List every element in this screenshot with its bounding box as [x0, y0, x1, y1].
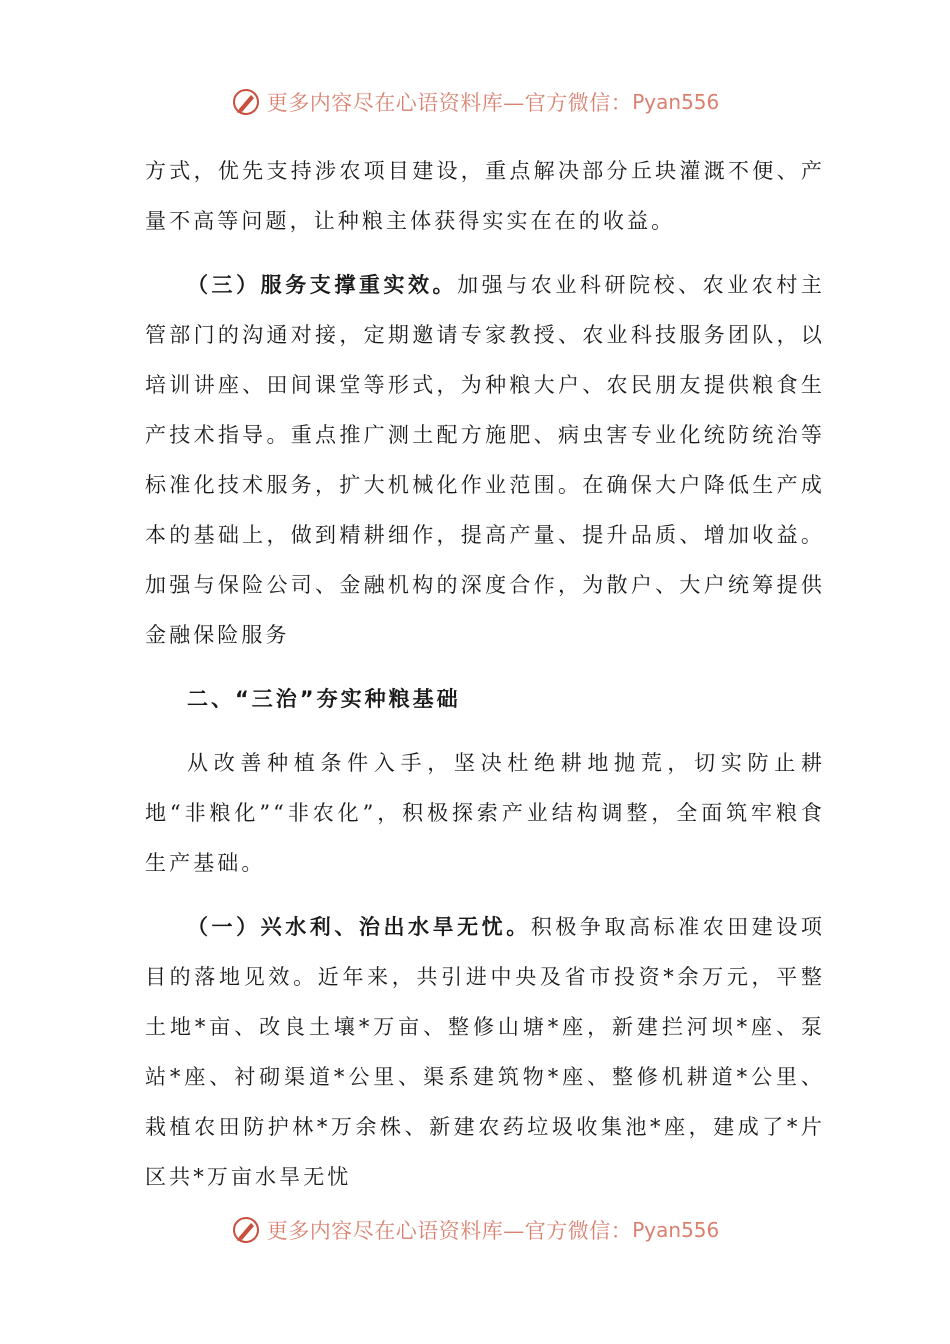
- section-heading: 二、“三治”夯实种粮基础: [187, 687, 461, 711]
- header-watermark: [0, 82, 950, 122]
- paragraph-water-conservancy: [145, 902, 825, 1202]
- watermark-wechat-id: Pyan556: [632, 1218, 720, 1242]
- paragraph-intro: 从改善种植条件入手，坚决杜绝耕地抛荒，切实防止耕地“非粮化”“非农化”，积极探索产业结构调整，全面筑牢粮食生产基础。: [145, 751, 825, 875]
- pen-logo-icon: [231, 1215, 261, 1245]
- watermark-text: 更多内容尽在心语资料库—官方微信：: [266, 1219, 633, 1243]
- pen-logo-icon: [231, 87, 261, 117]
- paragraph-lead-water-conservancy: （一）兴水利、治出水旱无忧。: [187, 915, 531, 939]
- paragraph-continuation: 方式，优先支持涉农项目建设，重点解决部分丘块灌溉不便、产量不高等问题，让种粮主体获得实实在在的收益。: [145, 159, 825, 233]
- paragraph-lead-service-support: （三）服务支撑重实效。: [187, 273, 458, 297]
- paragraph-text-service-support: 加强与农业科研院校、农业农村主管部门的沟通对接，定期邀请专家教授、农业科技服务团队，以培训讲座、田间课堂等形式，为种粮大户、农民朋友提供粮食生产技术指导。重点推广测土配方施肥、病虫害专业化统防统治等标准化技术服务，扩大机械化作业范围。在确保大户降低生产成本的基础上，做到精耕细作，提高产量、提升品质、增加收益。加强与保险公司、金融机构的深度合作，为散户、大户统筹提供金融保险服务: [145, 273, 826, 647]
- watermark-wechat-id: Pyan556: [632, 90, 720, 114]
- footer-watermark: [0, 1210, 950, 1250]
- watermark-text: 更多内容尽在心语资料库—官方微信：: [266, 91, 633, 115]
- paragraph-text-water-conservancy: 积极争取高标准农田建设项目的落地见效。近年来，共引进中央及省市投资*余万元，平整土地*亩、改良土壤*万亩、整修山塘*座，新建拦河坝*座、泵站*座、衬砌渠道*公里、渠系建筑物*座、整修机耕道*公里、栽植农田防护林*万余株、新建农药垃圾收集池*座，建成了*片区共*万亩水旱无忧: [145, 915, 825, 1189]
- document-body: [145, 146, 825, 1202]
- paragraph-service-support: [145, 260, 825, 660]
